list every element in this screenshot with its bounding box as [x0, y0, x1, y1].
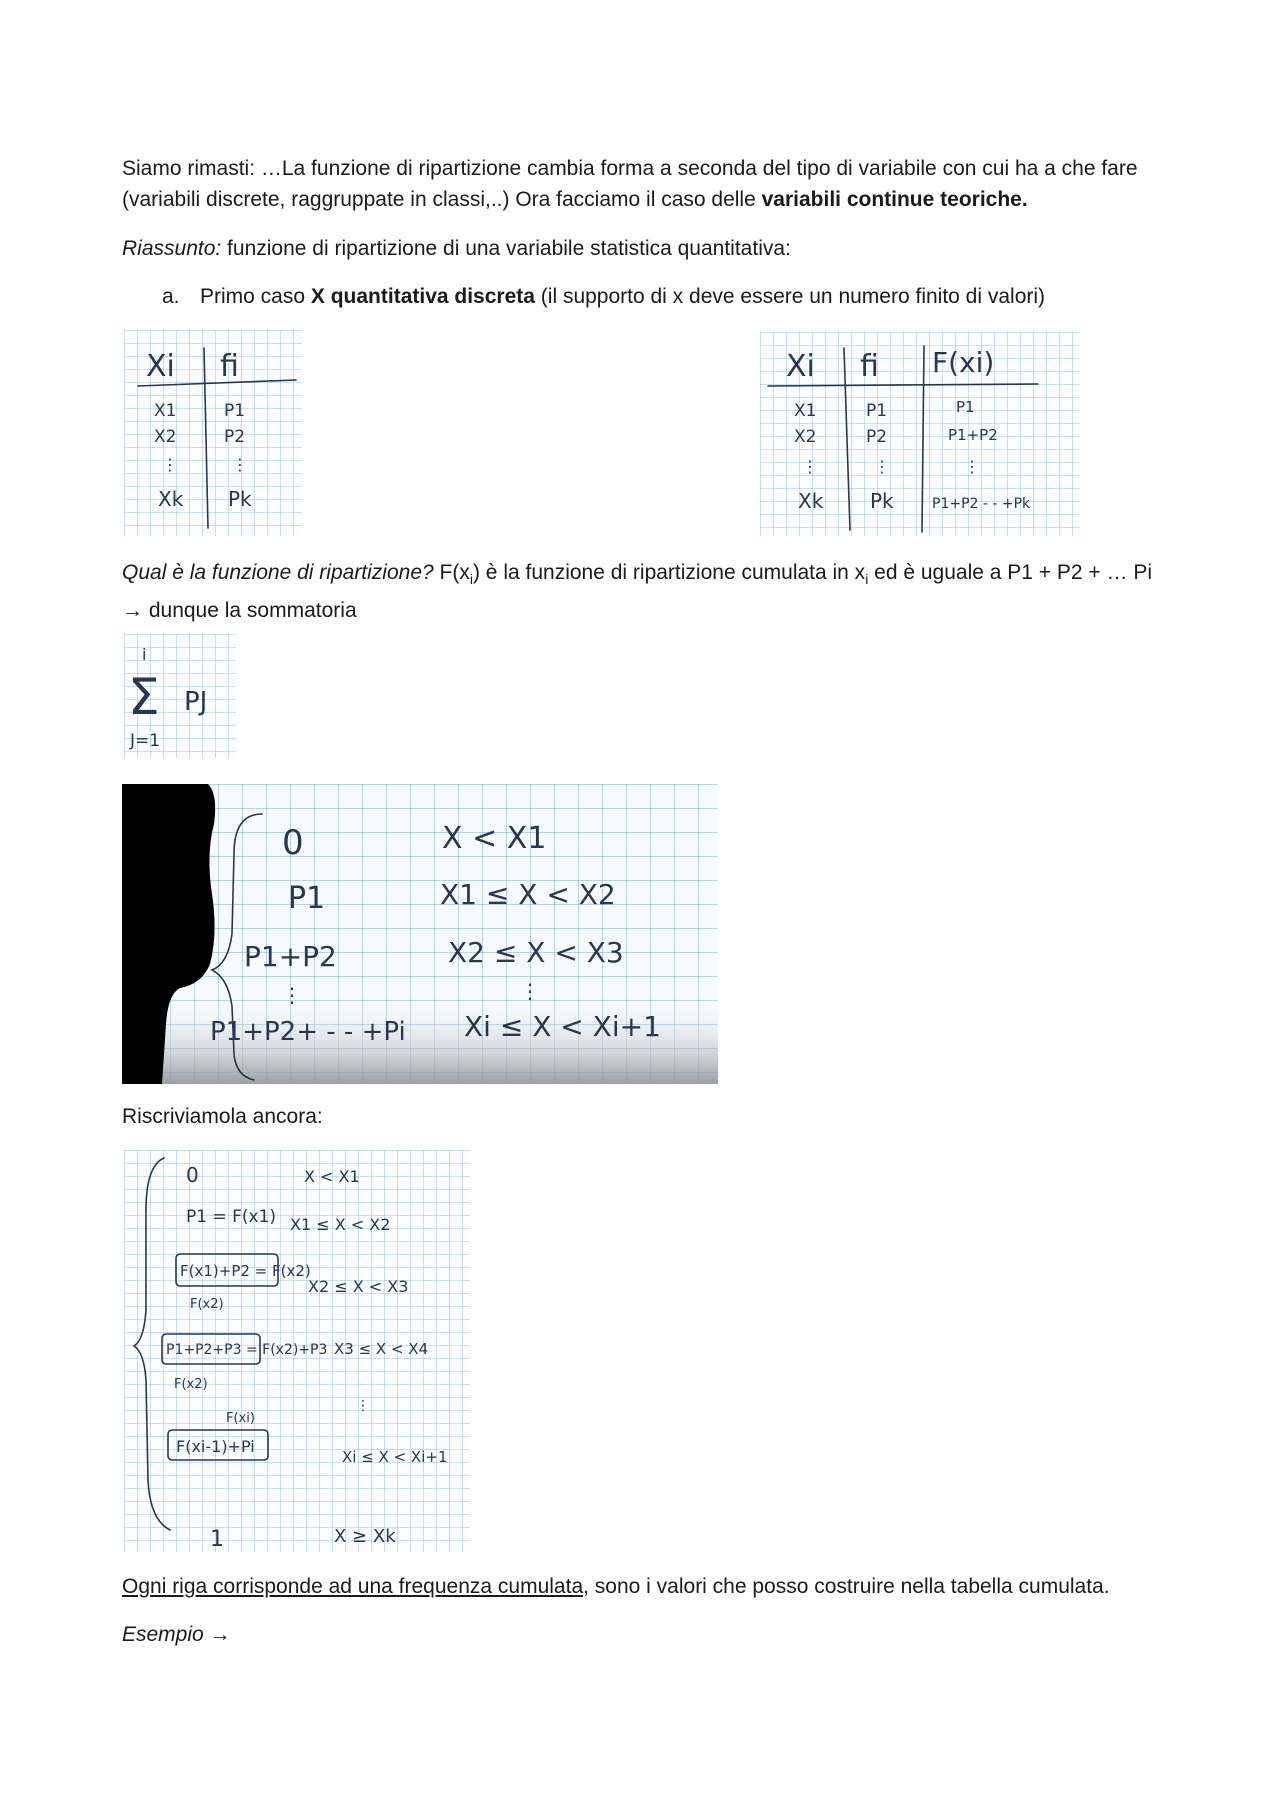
- piecewise-2-condition: X < X1: [304, 1167, 360, 1186]
- arrow-right-icon: →: [209, 1623, 231, 1646]
- table-1-cell: Pk: [228, 487, 252, 511]
- list-rest-text: (il supporto di x deve essere un numero finito di valori): [534, 285, 1046, 308]
- example-label: Esempio: [122, 1623, 204, 1646]
- piecewise-1-value: P1+P2+ - - +Pi: [210, 1017, 406, 1047]
- question-paragraph: [122, 557, 1167, 626]
- piecewise-1-value: 0: [282, 823, 304, 863]
- arrow-right-icon: →: [122, 599, 143, 623]
- piecewise-2-value: P1 = F(x1): [186, 1207, 277, 1227]
- piecewise-2-value: F(xi-1)+Pi: [176, 1437, 255, 1456]
- sigma-icon: Σ: [128, 668, 160, 726]
- piecewise-1-value: ⋮: [282, 983, 302, 1007]
- summary-text: funzione di ripartizione di una variabile statistica quantitativa:: [221, 237, 791, 260]
- piecewise-1-drawing: [122, 784, 718, 1084]
- piecewise-1-condition: X2 ≤ X < X3: [448, 936, 624, 969]
- piecewise-2-drawing: [124, 1150, 470, 1552]
- piecewise-2-note: F(x2): [190, 1297, 224, 1312]
- table-2-cell: P1: [866, 401, 888, 421]
- table-2-cell: P2: [866, 427, 888, 447]
- table-1-drawing: [124, 330, 302, 536]
- table-2-cell: X1: [794, 401, 817, 421]
- table-2-cell: Pk: [870, 489, 894, 513]
- piecewise-2-condition: Xi ≤ X < Xi+1: [342, 1448, 448, 1466]
- subscript: i: [469, 571, 473, 588]
- table-1-cell: X2: [154, 427, 177, 447]
- handwritten-piecewise-function-1: [122, 784, 718, 1084]
- list-bold-text: X quantitativa discreta: [310, 285, 535, 308]
- cumulative-text: , sono i valori che posso costruire nella tabella cumulata.: [583, 1575, 1110, 1598]
- table-1-cell: P1: [224, 401, 246, 421]
- piecewise-2-note: ⋮: [356, 1398, 370, 1414]
- table-2-column-line: [844, 348, 850, 530]
- curly-brace: [134, 1158, 170, 1530]
- piecewise-2-condition: X1 ≤ X < X2: [290, 1215, 391, 1234]
- handwritten-table-1: [124, 330, 302, 536]
- table-2-header-fxi: F(xi): [932, 346, 995, 379]
- table-1-cell: Xk: [158, 487, 184, 511]
- handwritten-table-2: [760, 332, 1080, 536]
- question-text: dunque la sommatoria: [143, 599, 357, 623]
- table-2-cell: P1: [956, 398, 975, 416]
- piecewise-2-condition: X3 ≤ X < X4: [334, 1340, 429, 1358]
- table-1-cell: ⋮: [232, 455, 248, 474]
- piecewise-2-note: F(xi): [226, 1411, 255, 1426]
- table-2-cell: Xk: [798, 489, 824, 513]
- piecewise-1-value: P1: [288, 881, 326, 916]
- sum-upper-index: i: [142, 645, 147, 664]
- list-text: Primo caso: [200, 285, 311, 308]
- table-1-cell: X1: [154, 401, 177, 421]
- table-2-cell: P1+P2: [948, 426, 998, 444]
- table-2-cell: ⋮: [874, 457, 890, 476]
- piecewise-1-condition: X < X1: [442, 821, 547, 856]
- piecewise-2-condition: X ≥ Xk: [334, 1526, 396, 1547]
- table-1-header-fi: fi: [220, 349, 239, 384]
- table-1-header-xi: Xi: [146, 349, 175, 384]
- sum-lower-index: J=1: [130, 731, 161, 751]
- table-2-cell: P1+P2 - - +Pk: [932, 496, 1031, 512]
- intro-paragraph: [122, 153, 1162, 215]
- intro-bold-text: variabili continue teoriche.: [761, 188, 1028, 211]
- cumulative-paragraph: [122, 1571, 1182, 1602]
- table-1-cell: ⋮: [162, 455, 178, 474]
- question-text: F(x: [433, 561, 470, 584]
- table-1-cell: P2: [224, 427, 246, 447]
- rewrite-label: Riscriviamola ancora:: [122, 1105, 323, 1128]
- summary-label: Riassunto:: [122, 237, 222, 260]
- subscript: i: [865, 571, 869, 588]
- table-2-header-line: [768, 384, 1038, 386]
- list-item-a: [162, 281, 1162, 312]
- question-text: ed è uguale a P1 + P2 + … Pi: [868, 561, 1153, 584]
- summary-paragraph: [122, 233, 1162, 264]
- piecewise-2-condition: X2 ≤ X < X3: [308, 1277, 409, 1296]
- piecewise-2-value: 1: [210, 1527, 224, 1552]
- piecewise-2-value: P1+P2+P3 = F(x2)+P3: [166, 1342, 328, 1358]
- piecewise-1-value: P1+P2: [244, 940, 337, 973]
- example-line: [122, 1619, 1162, 1650]
- list-marker: a.: [162, 285, 180, 308]
- table-2-header-xi: Xi: [786, 349, 815, 384]
- cumulative-underlined-text: Ogni riga corrisponde ad una frequenza cumulata: [122, 1575, 584, 1598]
- table-2-cell: X2: [794, 427, 817, 447]
- table-2-cell: ⋮: [802, 457, 818, 476]
- table-2-header-fi: fi: [860, 349, 879, 384]
- table-1-column-line: [204, 348, 208, 528]
- piecewise-2-value: F(x1)+P2 = F(x2): [180, 1262, 311, 1280]
- table-2-column-line: [922, 346, 924, 532]
- handwritten-piecewise-function-2: [124, 1150, 470, 1552]
- piecewise-2-note: F(x2): [174, 1377, 208, 1392]
- summation-drawing: [124, 634, 236, 758]
- piecewise-1-condition: ⋮: [520, 979, 540, 1003]
- intro-text: Siamo rimasti: …La funzione di ripartizione cambia forma a seconda del tipo di variabile con cui ha a che fare (variabili discrete, raggruppate in classi,..) Ora facciamo il caso delle: [122, 157, 1138, 211]
- piecewise-1-condition: X1 ≤ X < X2: [440, 878, 616, 911]
- piecewise-1-condition: Xi ≤ X < Xi+1: [464, 1010, 661, 1043]
- piecewise-2-value: 0: [186, 1163, 199, 1187]
- table-2-drawing: [760, 332, 1080, 536]
- sum-term: PJ: [184, 687, 208, 717]
- table-2-cell: ⋮: [964, 457, 980, 476]
- handwritten-summation: [124, 634, 236, 758]
- question-italic: Qual è la funzione di ripartizione?: [122, 561, 434, 584]
- question-text: ) è la funzione di ripartizione cumulata in x: [472, 561, 866, 584]
